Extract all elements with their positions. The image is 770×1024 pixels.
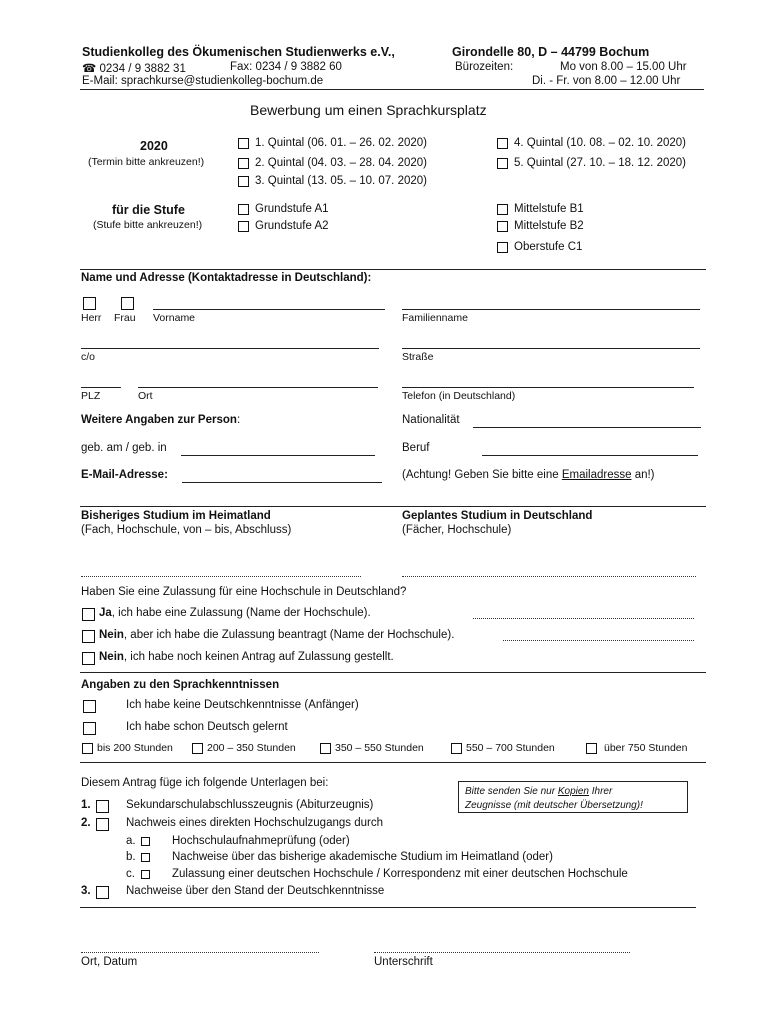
checkbox-b1[interactable] [497, 204, 508, 215]
checkbox-item-2c[interactable] [141, 870, 150, 879]
copies-note-line2: Zeugnisse (mit deutscher Übersetzung)! [465, 800, 643, 811]
label-a1: Grundstufe A1 [255, 203, 329, 215]
label-plz: PLZ [81, 390, 101, 402]
checkbox-b2[interactable] [497, 221, 508, 232]
ja-text: , ich habe eine Zulassung (Name der Hochschule). [111, 607, 371, 619]
label-hours-750: über 750 Stunden [604, 742, 688, 754]
label-email: E-Mail-Adresse: [81, 469, 168, 481]
label-strasse: Straße [402, 351, 434, 363]
label-beruf: Beruf [402, 442, 430, 454]
email-note-post: an!) [631, 469, 655, 481]
letter-a: a. [126, 835, 136, 847]
email-field[interactable] [182, 482, 382, 483]
page-title: Bewerbung um einen Sprachkursplatz [250, 102, 487, 118]
label-learned-german: Ich habe schon Deutsch gelernt [126, 721, 288, 733]
label-q4: 4. Quintal (10. 08. – 02. 10. 2020) [514, 137, 686, 149]
nein-beantragt-label [99, 629, 454, 641]
checkbox-hours-200[interactable] [82, 743, 93, 754]
admission-question: Haben Sie eine Zulassung für eine Hochschule in Deutschland? [81, 586, 407, 598]
copies-note [458, 781, 688, 813]
nationalitaet-field[interactable] [473, 427, 701, 428]
num-1: 1. [81, 799, 91, 811]
nein-kein-antrag-label [99, 651, 394, 663]
telefon-field[interactable] [402, 387, 694, 388]
home-study-hint: (Fach, Hochschule, von – bis, Abschluss) [81, 524, 292, 536]
label-q3: 3. Quintal (13. 05. – 10. 07. 2020) [255, 175, 427, 187]
email: E-Mail: sprachkurse@studienkolleg-bochum.de [82, 75, 324, 87]
checkbox-q2[interactable] [238, 158, 249, 169]
checkbox-item-3[interactable] [96, 886, 109, 899]
org-address: Girondelle 80, D – 44799 Bochum [452, 45, 650, 59]
copies-note-line1 [465, 785, 681, 799]
label-familienname: Familienname [402, 312, 468, 324]
home-study-heading: Bisheriges Studium im Heimatland [81, 510, 271, 522]
label-a2: Grundstufe A2 [255, 220, 329, 232]
person-heading [81, 414, 240, 426]
office-hours-1: Mo von 8.00 – 15.00 Uhr [560, 61, 687, 73]
note-link: Kopien [557, 786, 589, 797]
strasse-field[interactable] [402, 348, 700, 349]
checkbox-frau[interactable] [121, 297, 134, 310]
geb-field[interactable] [181, 455, 375, 456]
checkbox-hours-550[interactable] [320, 743, 331, 754]
address-heading: Name und Adresse (Kontaktadresse in Deutschland): [81, 272, 372, 284]
label-ort: Ort [138, 390, 153, 402]
checkbox-no-german[interactable] [83, 700, 96, 713]
label-herr: Herr [81, 312, 102, 324]
checkbox-a1[interactable] [238, 204, 249, 215]
year: 2020 [140, 139, 168, 153]
checkbox-c1[interactable] [497, 242, 508, 253]
label-ort-datum: Ort, Datum [81, 956, 138, 968]
email-note-pre: (Achtung! Geben Sie bitte eine [402, 469, 562, 481]
plz-field[interactable] [81, 387, 121, 388]
label-item-2a: Hochschulaufnahmeprüfung (oder) [172, 835, 350, 847]
label-geb: geb. am / geb. in [81, 442, 167, 454]
nein1-text: , aber ich habe die Zulassung beantragt (Name der Hochschule). [123, 629, 455, 641]
label-co: c/o [81, 351, 96, 363]
label-vorname: Vorname [153, 312, 196, 324]
section-divider [80, 762, 706, 763]
label-item-2b: Nachweise über das bisherige akademische Studium im Heimatland (oder) [172, 851, 553, 863]
label-b2: Mittelstufe B2 [514, 220, 584, 232]
level-label: für die Stufe [112, 203, 185, 217]
section-divider [80, 506, 706, 507]
nein2-text: , ich habe noch keinen Antrag auf Zulassung gestellt. [123, 651, 394, 663]
fax: Fax: 0234 / 9 3882 60 [230, 61, 342, 73]
org-name: Studienkolleg des Ökumenischen Studienwerks e.V., [82, 45, 395, 59]
label-frau: Frau [114, 312, 136, 324]
label-hours-700: 550 – 700 Stunden [466, 742, 555, 754]
checkbox-herr[interactable] [83, 297, 96, 310]
label-c1: Oberstufe C1 [514, 241, 583, 253]
label-b1: Mittelstufe B1 [514, 203, 584, 215]
de-study-hint: (Fächer, Hochschule) [402, 524, 512, 536]
ja-label [99, 607, 371, 619]
office-hours-2: Di. - Fr. von 8.00 – 12.00 Uhr [532, 75, 681, 87]
checkbox-item-2[interactable] [96, 818, 109, 831]
num-3: 3. [81, 885, 91, 897]
ja-hochschule-field[interactable] [473, 618, 694, 619]
ort-field[interactable] [138, 387, 378, 388]
label-hours-550: 350 – 550 Stunden [335, 742, 424, 754]
home-study-field[interactable] [81, 576, 361, 577]
beruf-field[interactable] [482, 455, 698, 456]
checkbox-q5[interactable] [497, 158, 508, 169]
checkbox-hours-350[interactable] [192, 743, 203, 754]
de-study-field[interactable] [402, 576, 696, 577]
note-post: Ihrer [588, 786, 613, 797]
person-heading-text: Weitere Angaben zur Person [81, 414, 237, 426]
checkbox-item-2a[interactable] [141, 837, 150, 846]
checkbox-nein-beantragt[interactable] [82, 630, 95, 643]
label-q5: 5. Quintal (27. 10. – 18. 12. 2020) [514, 157, 686, 169]
checkbox-item-1[interactable] [96, 800, 109, 813]
office-hours-label: Bürozeiten: [455, 61, 514, 73]
label-no-german: Ich habe keine Deutschkenntnisse (Anfänger) [126, 699, 359, 711]
section-divider [80, 672, 706, 673]
label-telefon: Telefon (in Deutschland) [402, 390, 516, 402]
label-hours-350: 200 – 350 Stunden [207, 742, 296, 754]
nein-hochschule-field[interactable] [503, 640, 694, 641]
term-hint: (Termin bitte ankreuzen!) [88, 156, 205, 168]
label-item-2c: Zulassung einer deutschen Hochschule / Korrespondenz mit einer deutschen Hochschule [172, 868, 628, 880]
attachments-intro: Diesem Antrag füge ich folgende Unterlagen bei: [81, 777, 329, 789]
header-divider [80, 89, 704, 90]
vorname-field[interactable] [153, 309, 385, 310]
checkbox-q3[interactable] [238, 176, 249, 187]
checkbox-hours-750[interactable] [586, 743, 597, 754]
nein2-bold: Nein [99, 651, 124, 663]
checkbox-nein-kein-antrag[interactable] [82, 652, 95, 665]
note-pre: Bitte senden Sie nur [465, 786, 558, 797]
level-hint: (Stufe bitte ankreuzen!) [93, 219, 203, 231]
email-note-link: Emailadresse [561, 469, 632, 481]
section-divider [80, 907, 696, 908]
label-item-1: Sekundarschulabschlusszeugnis (Abiturzeugnis) [126, 799, 374, 811]
label-item-2: Nachweis eines direkten Hochschulzugangs durch [126, 817, 383, 829]
checkbox-q4[interactable] [497, 138, 508, 149]
label-unterschrift: Unterschrift [374, 956, 433, 968]
person-heading-colon: : [236, 414, 241, 426]
ja-bold: Ja [99, 607, 112, 619]
checkbox-ja[interactable] [82, 608, 95, 621]
num-2: 2. [81, 817, 91, 829]
label-q2: 2. Quintal (04. 03. – 28. 04. 2020) [255, 157, 427, 169]
email-note [402, 469, 655, 481]
label-nationalitaet: Nationalität [402, 414, 460, 426]
language-heading: Angaben zu den Sprachkenntnissen [81, 679, 280, 691]
ort-datum-field[interactable] [81, 952, 319, 953]
signature-field[interactable] [374, 952, 630, 953]
letter-c: c. [126, 868, 135, 880]
label-hours-200: bis 200 Stunden [97, 742, 173, 754]
section-divider [80, 269, 706, 270]
co-field[interactable] [81, 348, 379, 349]
phone: ☎ 0234 / 9 3882 31 [82, 63, 186, 75]
checkbox-hours-700[interactable] [451, 743, 462, 754]
familienname-field[interactable] [402, 309, 700, 310]
de-study-heading: Geplantes Studium in Deutschland [402, 510, 593, 522]
checkbox-item-2b[interactable] [141, 853, 150, 862]
nein1-bold: Nein [99, 629, 124, 641]
checkbox-learned-german[interactable] [83, 722, 96, 735]
checkbox-q1[interactable] [238, 138, 249, 149]
label-item-3: Nachweise über den Stand der Deutschkenntnisse [126, 885, 385, 897]
checkbox-a2[interactable] [238, 221, 249, 232]
label-q1: 1. Quintal (06. 01. – 26. 02. 2020) [255, 137, 427, 149]
letter-b: b. [126, 851, 136, 863]
